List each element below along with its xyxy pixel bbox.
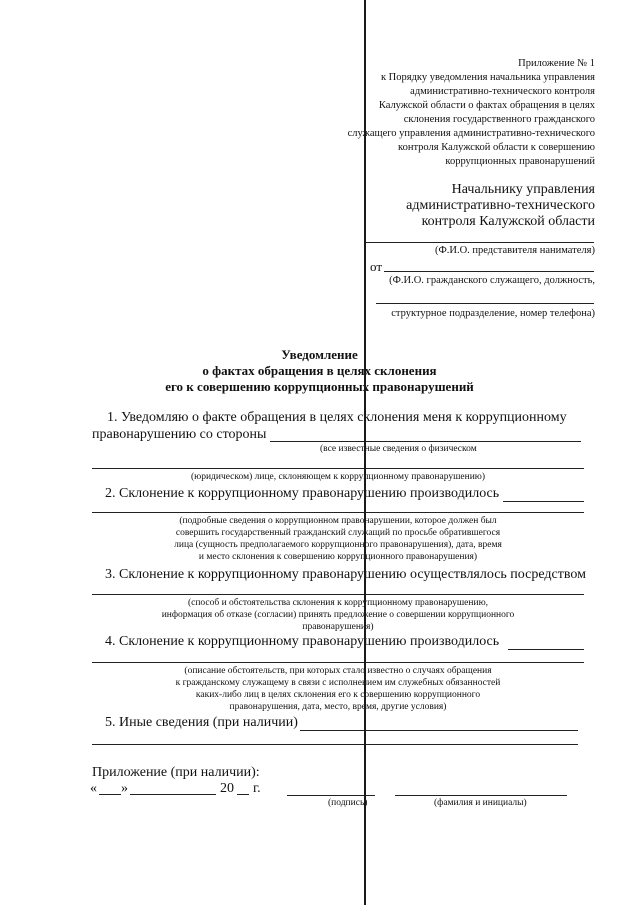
date-year-suffix: г.	[253, 781, 261, 796]
item-5-text: 5. Иные сведения (при наличии)	[105, 715, 298, 730]
item-4-hint: (описание обстоятельств, при которых стало известно о случаях обращения	[184, 666, 492, 676]
item-3-hint: (способ и обстоятельства склонения к коррупционному правонарушению,	[187, 598, 489, 608]
item-2-text: 2. Склонение к коррупционному правонарушению производилось	[105, 486, 500, 501]
signature-field[interactable]	[287, 795, 375, 796]
item-4-hint: правонарушения, дата, место, время, другие условия)	[229, 702, 447, 712]
item-2-hint: совершить государственный гражданский служащий по просьбе обратившегося	[175, 528, 501, 538]
date-close-quote: »	[121, 781, 128, 796]
employer-hint: (Ф.И.О. представителя нанимателя)	[434, 245, 595, 256]
department-line[interactable]	[376, 303, 594, 304]
date-year-prefix: 20	[220, 781, 234, 796]
item-2-hint: и место склонения к совершению коррупционного правонарушения)	[198, 552, 478, 562]
addressee-line: административно-технического	[406, 198, 595, 213]
date-day-field[interactable]	[99, 794, 121, 795]
date-year-field[interactable]	[237, 794, 249, 795]
item-1-hint: (юридическом) лице, склоняющем к коррупционному правонарушению)	[190, 472, 486, 482]
item-4-field[interactable]	[92, 662, 584, 663]
item-1-text: 1. Уведомляю о факте обращения в целях склонения меня к коррупционному	[107, 410, 567, 425]
appendix-line: к Порядку уведомления начальника управления	[380, 72, 595, 83]
heading-title: Уведомление	[281, 347, 358, 362]
appendix-line: коррупционных правонарушений	[445, 156, 595, 167]
item-4-hint: к гражданскому служащему в связи с исполнением им служебных обязанностей	[175, 678, 501, 688]
addressee-line: контроля Калужской области	[421, 214, 595, 229]
appendix-line: служащего управления административно-технического	[347, 128, 595, 139]
item-1-field[interactable]	[92, 468, 584, 469]
item-3-hint: правонарушения)	[302, 622, 374, 632]
item-1-hint: (все известные сведения о физическом	[320, 444, 477, 454]
item-1-text: правонарушению со стороны	[92, 427, 267, 442]
item-3-text: 3. Склонение к коррупционному правонарушению осуществлялось посредством	[105, 567, 586, 582]
item-5-field[interactable]	[300, 730, 578, 731]
full-name-field[interactable]	[395, 795, 567, 796]
appendix-line: склонения государственного гражданского	[403, 114, 595, 125]
item-2-field[interactable]	[92, 512, 584, 513]
employer-name-line[interactable]	[366, 242, 594, 243]
item-3-field[interactable]	[92, 594, 584, 595]
name-hint: (фамилия и инициалы)	[434, 798, 527, 808]
item-2-hint: лица (сущность предполагаемого коррупционного правонарушения), дата, время	[174, 540, 502, 550]
employee-hint: (Ф.И.О. гражданского служащего, должность,	[389, 275, 595, 286]
addressee-line: Начальнику управления	[451, 182, 595, 197]
signature-hint: (подпись)	[328, 798, 368, 808]
date-open-quote: «	[90, 781, 97, 796]
appendix-line: контроля Калужской области к совершению	[398, 142, 595, 153]
date-month-field[interactable]	[130, 794, 216, 795]
appendix-line: административно-технического контроля	[410, 86, 595, 97]
appendix-line: Калужской области о фактах обращения в целях	[378, 100, 595, 111]
item-4-text: 4. Склонение к коррупционному правонарушению производилось	[105, 634, 500, 649]
item-3-hint: информация об отказе (согласии) принять предложение о совершении коррупционного	[161, 610, 515, 620]
heading-subtitle: его к совершению коррупционных правонарушений	[165, 379, 474, 394]
heading-subtitle: о фактах обращения в целях склонения	[202, 363, 437, 378]
from-label: от	[370, 259, 383, 274]
item-2-hint: (подробные сведения о коррупционном правонарушении, которое должен был	[179, 516, 497, 526]
employee-name-line[interactable]	[384, 271, 594, 272]
item-1-field[interactable]	[270, 441, 581, 442]
item-5-field[interactable]	[92, 744, 578, 745]
scan-fold-line	[364, 0, 366, 905]
item-2-field[interactable]	[503, 501, 584, 502]
appendix-title: Приложение № 1	[518, 58, 595, 69]
item-4-hint: каких-либо лиц в целях склонения его к совершению коррупционного	[195, 690, 481, 700]
item-4-field[interactable]	[508, 649, 584, 650]
attachment-label: Приложение (при наличии):	[92, 765, 260, 780]
department-hint: структурное подразделение, номер телефона)	[391, 308, 595, 319]
